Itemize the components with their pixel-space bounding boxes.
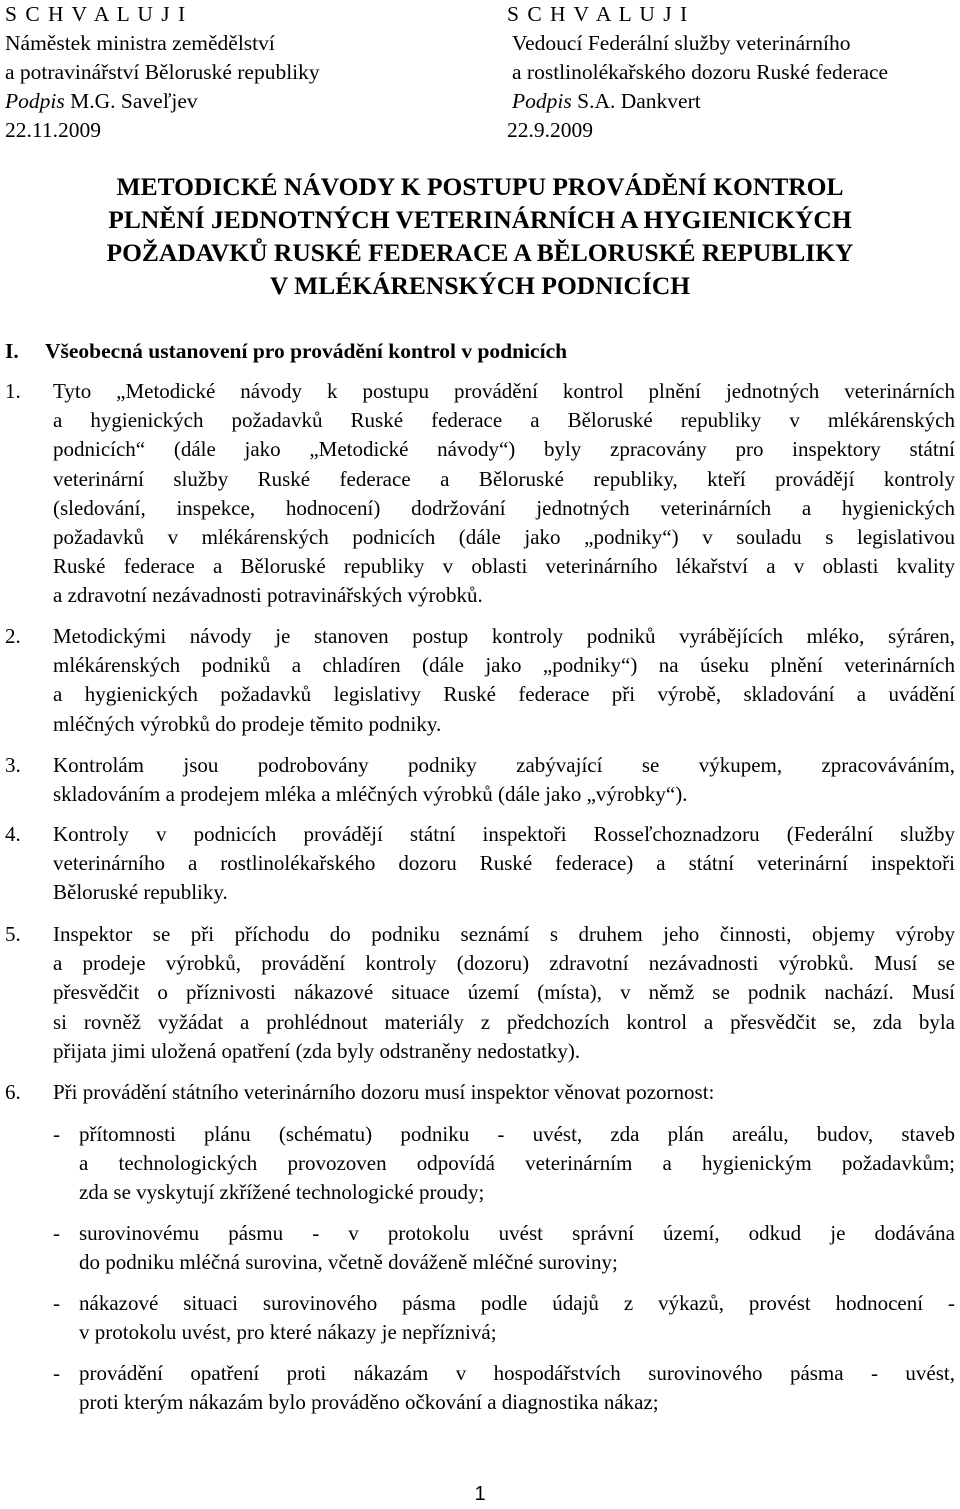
text-line: a hygienických požadavků Ruské federace a Běloruské republiky v mlékárenských <box>53 408 955 433</box>
text-line: mléčných výrobků do prodeje těmito podniky. <box>53 711 442 736</box>
text-line: přijata jimi uložená opatření (zda byly odstraněny nedostatky). <box>53 1038 581 1063</box>
paragraph-text <box>53 920 955 1066</box>
text-line: provádění opatření proti nákazám v hospodářstvích surovinového pásma - uvést, <box>79 1361 955 1385</box>
paragraph-text <box>53 751 955 809</box>
title-line: PLNĚNÍ JEDNOTNÝCH VETERINÁRNÍCH A HYGIENICKÝCH <box>108 205 852 234</box>
signature-name: M.G. Saveľjev <box>70 89 198 113</box>
paragraph-number: 4. <box>5 822 21 846</box>
approval-heading: S C H V A L U J I <box>507 2 689 26</box>
page-number: 1 <box>474 1483 486 1505</box>
approval-heading: S C H V A L U J I <box>5 2 187 26</box>
title-line: POŽADAVKŮ RUSKÉ FEDERACE A BĚLORUSKÉ REPUBLIKY <box>106 238 854 267</box>
signature-name: S.A. Dankvert <box>577 89 701 113</box>
text-line: mlékárenských podniků a chladíren (dále jako „podniky“) na úseku plnění veterinárních <box>53 653 955 678</box>
text-line: a hygienických požadavků legislativy Ruské federace při výrobě, skladování a uvádění <box>53 682 955 707</box>
list-item-text <box>79 1120 955 1208</box>
text-line: Kontrolám jsou podrobovány podniky zabývající se výkupem, zpracováváním, <box>53 753 955 777</box>
paragraph-text <box>53 820 955 908</box>
signature-label: Podpis <box>512 89 572 113</box>
text-line: surovinovému pásmu - v protokolu uvést správní území, odkud je dodávána <box>79 1221 955 1245</box>
approval-role: Vedoucí Federální služby veterinárního <box>512 31 851 55</box>
text-line: (sledování, inspekce, hodnocení) dodržování jednotných veterinárních a hygienických <box>53 495 955 520</box>
text-line: Kontroly v podnicích provádějí státní inspektoři Rosseľchoznadzoru (Federální služby <box>53 822 955 846</box>
title-line: METODICKÉ NÁVODY K POSTUPU PROVÁDĚNÍ KONTROL <box>116 172 844 201</box>
paragraph-number: 3. <box>5 753 21 777</box>
text-line: Ruské federace a Běloruské republiky v oblasti veterinárního lékařství a v oblasti kvality <box>53 554 955 579</box>
list-bullet: - <box>53 1361 60 1385</box>
text-line: skladováním a prodejem mléka a mléčných výrobků (dále jako „výrobky“). <box>53 782 688 807</box>
list-item-text <box>79 1219 955 1277</box>
approval-right <box>507 0 889 145</box>
paragraph-text <box>53 622 955 739</box>
approval-role: a rostlinolékařského dozoru Ruské federace <box>512 60 889 84</box>
text-line: a zdravotní nezávadnosti potravinářských výrobků. <box>53 583 483 608</box>
section-number: I. <box>5 339 19 363</box>
title-line: V MLÉKÁRENSKÝCH PODNICÍCH <box>269 271 691 300</box>
list-bullet: - <box>53 1291 60 1315</box>
paragraph-number: 1. <box>5 379 21 403</box>
text-line: Metodickými návody je stanoven postup kontroly podniků vyrábějících mléko, sýráren, <box>53 624 955 648</box>
list-bullet: - <box>53 1122 60 1146</box>
approval-role: Náměstek ministra zemědělství <box>5 31 275 55</box>
text-line: zda se vyskytují zkřížené technologické proudy; <box>79 1180 485 1205</box>
text-line: Při provádění státního veterinárního dozoru musí inspektor věnovat pozornost: <box>53 1080 715 1104</box>
approval-left <box>5 0 320 145</box>
section-heading <box>5 337 567 366</box>
approval-date: 22.11.2009 <box>5 118 101 142</box>
text-line: podnicích“ (dále jako „Metodické návody“) byly zpracovány pro inspektory státní <box>53 437 955 462</box>
paragraph-number: 6. <box>5 1080 21 1104</box>
text-line: Tyto „Metodické návody k postupu provádění kontrol plnění jednotných veterinárních <box>53 379 955 403</box>
document-title <box>0 170 960 302</box>
list-item-text <box>79 1289 955 1347</box>
list-item-text <box>79 1359 955 1417</box>
approval-date: 22.9.2009 <box>507 118 593 142</box>
approval-role: a potravinářství Běloruské republiky <box>5 60 320 84</box>
paragraph-number: 5. <box>5 922 21 946</box>
text-line: a prodeje výrobků, provádění kontroly (dozoru) zdravotní nezávadnosti výrobků. Musí se <box>53 951 955 976</box>
text-line: nákazové situaci surovinového pásma podle údajů z výkazů, provést hodnocení - <box>79 1291 955 1315</box>
section-title: Všeobecná ustanovení pro provádění kontrol v podnicích <box>45 339 568 363</box>
approval-signature <box>5 87 320 116</box>
text-line: do podniku mléčná surovina, včetně dováženě mléčné suroviny; <box>79 1250 618 1275</box>
text-line: proti kterým nákazám bylo prováděno očkování a diagnostika nákaz; <box>79 1390 659 1415</box>
text-line: veterinárního a rostlinolékařského dozoru Ruské federace) a státní veterinární inspektoři <box>53 851 955 876</box>
text-line: Inspektor se při příchodu do podniku seznámí s druhem jeho činnosti, objemy výroby <box>53 922 955 946</box>
text-line: požadavků v mlékárenských podnicích (dále jako „podniky“) v souladu s legislativou <box>53 525 955 550</box>
text-line: veterinární služby Ruské federace a Běloruské republiky, kteří provádějí kontroly <box>53 466 955 491</box>
text-line: Běloruské republiky. <box>53 880 228 905</box>
text-line: si rovněž vyžádat a prohlédnout materiály z předchozích kontrol a přesvědčit se, zda byla <box>53 1009 955 1034</box>
signature-label: Podpis <box>5 89 65 113</box>
paragraph-text <box>53 377 955 611</box>
text-line: a technologických provozoven odpovídá veterinárním a hygienickým požadavkům; <box>79 1151 955 1176</box>
text-line: přítomnosti plánu (schématu) podniku - uvést, zda plán areálu, budov, staveb <box>79 1122 955 1146</box>
list-bullet: - <box>53 1221 60 1245</box>
approval-signature <box>512 87 888 116</box>
paragraph-number: 2. <box>5 624 21 648</box>
text-line: přesvědčit o příznivosti nákazové situace území (místa), v němž se podnik nachází. Musí <box>53 980 955 1005</box>
paragraph-text <box>53 1078 955 1107</box>
text-line: v protokolu uvést, pro které nákazy je nepříznivá; <box>79 1320 497 1345</box>
